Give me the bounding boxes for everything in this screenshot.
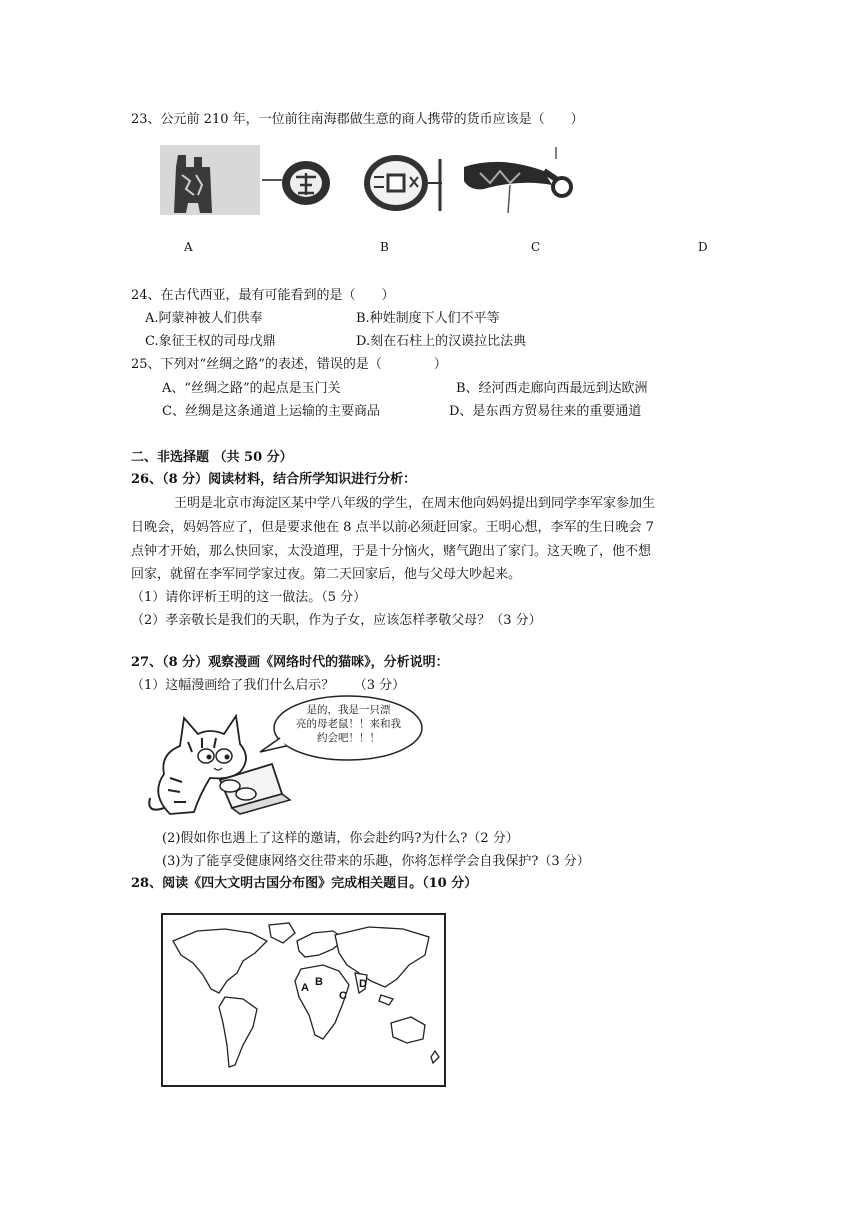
q26-passage-line: 点钟才开始，那么快回家，太没道理，于是十分恼火，赌气跑出了家门。这天晚了，他不想 — [131, 544, 652, 559]
world-map-drawing — [163, 915, 444, 1085]
q26-passage-line: 王明是北京市海淀区某中学八年级的学生，在周末他向妈妈提出到同学李军家参加生 — [174, 496, 656, 511]
map-label-b: B — [315, 976, 323, 988]
q26-title: 26、（8 分）阅读材料，结合所学知识进行分析： — [131, 472, 417, 487]
q27-question-3: (3)为了能享受健康网络交往带来的乐趣，你将怎样学会自我保护?（3 分） — [162, 854, 590, 869]
map-label-a: A — [301, 982, 309, 994]
world-map — [161, 913, 446, 1087]
q24-text: 24、在古代西亚，最有可能看到的是（ ） — [131, 288, 395, 303]
coin-label-a: A — [184, 240, 193, 254]
q27-title: 27、（8 分）观察漫画《网络时代的猫咪》，分析说明： — [131, 655, 449, 670]
q24-option-c: C.象征王权的司母戊鼎 — [145, 334, 276, 349]
coin-label-c: C — [531, 240, 541, 254]
q26-passage-line: 日晚会，妈妈答应了，但是要求他在 8 点半以前必须赶回家。王明心想，李军的生日晚会 7 — [131, 520, 654, 535]
speech-bubble-line: 是的，我是一只漂 — [306, 704, 391, 716]
map-label-c: C — [339, 990, 347, 1002]
speech-bubble-line: 约会吧！！！ — [317, 732, 380, 744]
q28-title: 28、阅读《四大文明古国分布图》完成相关题目。（10 分） — [131, 876, 478, 891]
square-hole-coin-image — [354, 145, 444, 215]
coin-label-b: B — [380, 240, 389, 254]
q25-option-b: B、经河西走廊向西最远到达欧洲 — [456, 381, 648, 396]
section-title: 二、非选择题 （共 50 分） — [131, 450, 293, 465]
knife-coin-image — [460, 145, 580, 215]
coin-label-d: D — [698, 240, 708, 254]
q25-option-d: D、是东西方贸易往来的重要通道 — [449, 404, 642, 419]
q26-question-2: （2）孝亲敬长是我们的天职，作为子女，应该怎样孝敬父母？（3 分） — [131, 613, 542, 628]
spade-coin-image — [160, 145, 260, 215]
speech-bubble-text — [296, 703, 401, 745]
q26-question-1: （1）请你评析王明的这一做法。（5 分） — [131, 590, 367, 605]
map-label-d: D — [359, 978, 367, 990]
round-coin-image — [262, 145, 350, 215]
q25-option-c: C、丝绸是这条通道上运输的主要商品 — [162, 404, 380, 419]
q24-option-b: B.种姓制度下人们不平等 — [356, 311, 500, 326]
speech-bubble-line: 亮的母老鼠！！来和我 — [296, 718, 401, 730]
q25-text: 25、下列对“丝绸之路”的表述，错误的是（ ） — [131, 357, 447, 372]
q27-question-2: (2)假如你也遇上了这样的邀请，你会赴约吗?为什么?（2 分） — [162, 831, 519, 846]
q24-option-a: A.阿蒙神被人们供奉 — [145, 311, 263, 326]
q24-option-d: D.刻在石柱上的汉谟拉比法典 — [356, 334, 527, 349]
q23-text: 23、公元前 210 年，一位前往南海郡做生意的商人携带的货币应该是（ ） — [131, 112, 584, 127]
q26-passage-line: 回家，就留在李军同学家过夜。第二天回家后，他与父母大吵起来。 — [131, 567, 522, 582]
q27-question-1: （1）这幅漫画给了我们什么启示？ （3 分） — [131, 678, 406, 693]
q25-option-a: A、“丝绸之路”的起点是玉门关 — [162, 381, 341, 396]
